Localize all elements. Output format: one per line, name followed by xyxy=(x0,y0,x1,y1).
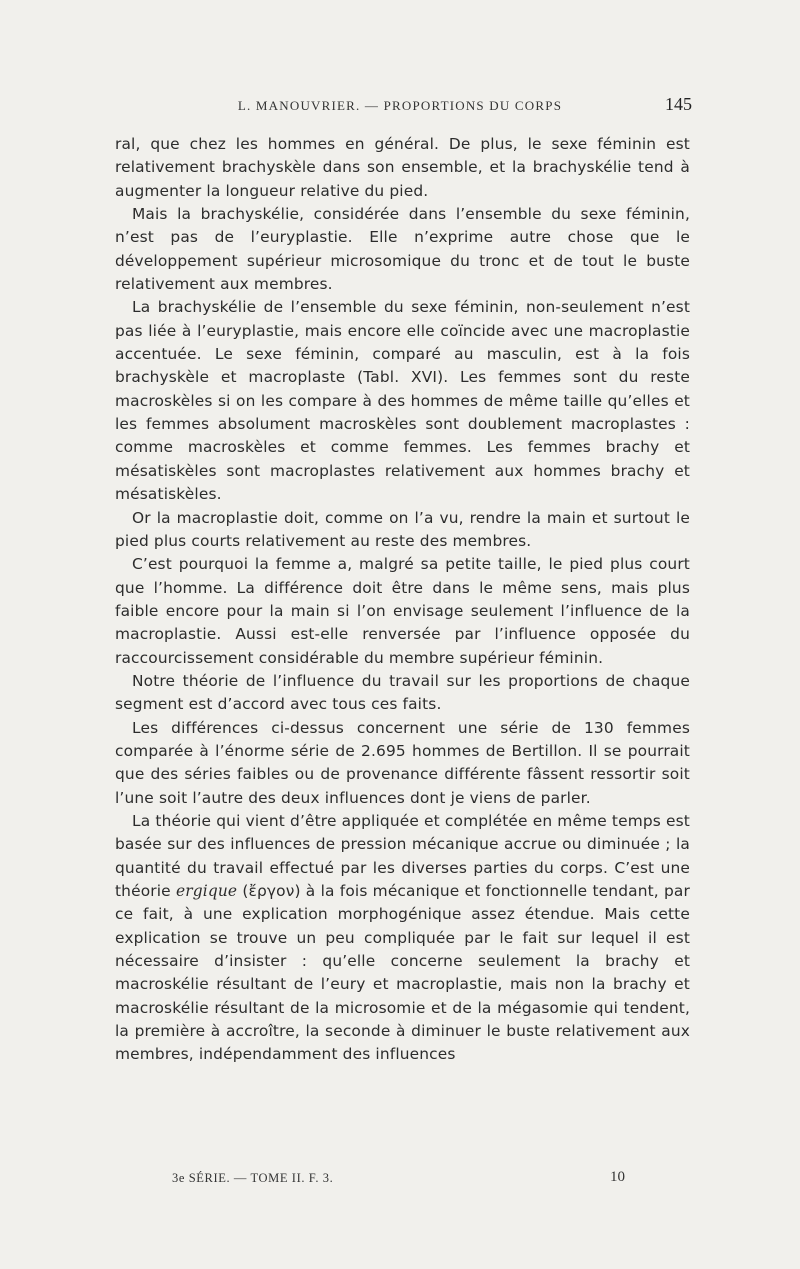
paragraph: La brachyskélie de l’ensemble du sexe féminin, non-seulement n’est pas liée à l’euryplastie, mais encore elle coïncide avec une macroplastie accentuée. Le sexe féminin, comparé au masculin, est à la fois brachyskèle et macroplaste (Tabl. XVI). Les femmes sont du reste macroskèles si on les compare à des hommes de même taille qu’elles et les femmes absolument macroskèles sont doublement macroplastes : comme macroskèles et comme femmes. Les femmes brachy et mésatiskèles sont macroplastes relativement aux hommes brachy et mésatiskèles. xyxy=(115,298,690,504)
paragraph: Notre théorie de l’influence du travail sur les proportions de chaque segment est d’accord avec tous ces faits. xyxy=(115,671,690,714)
paragraph: Mais la brachyskélie, considérée dans l’ensemble du sexe féminin, n’est pas de l’euryplastie. Elle n’exprime autre chose que le développement supérieur microsomique du tronc et de tout le buste relativement aux membres. xyxy=(115,205,690,294)
page-footer xyxy=(0,1171,800,1195)
paragraph: Or la macroplastie doit, comme on l’a vu, rendre la main et surtout le pied plus courts relativement au reste des membres. xyxy=(115,508,690,550)
body-text xyxy=(115,133,690,1067)
running-title: L. MANOUVRIER. — PROPORTIONS DU CORPS xyxy=(237,98,563,113)
paragraph-last xyxy=(115,810,690,1067)
italic-term: ergique xyxy=(175,882,238,900)
paragraph-text: (ἔργον) à la fois mécanique et fonctionnelle tendant, par ce fait, à une explication morphogénique assez étendue. Mais cette explication se trouve un peu compliquée par le fait sur lequel il est nécessaire d’insister : qu’elle concerne seulement la brachy et macroskélie résultant de l’eury et macroplastie, mais non la brachy et macroskélie résultant de la microsomie et de la mégasomie qui tendent, la première à accroître, la seconde à diminuer le buste relativement aux membres, indépendamment des influences xyxy=(115,882,690,1064)
paragraph: C’est pourquoi la femme a, malgré sa petite taille, le pied plus court que l’homme. La différence doit être dans le même sens, mais plus faible encore pour la main si l’on envisage seulement l’influence de la macroplastie. Aussi est-elle renversée par l’influence opposée du raccourcissement considérable du membre supérieur féminin. xyxy=(115,555,690,667)
paragraph: Les différences ci-dessus concernent une série de 130 femmes comparée à l’énorme série de 2.695 hommes de Bertillon. Il se pourrait que des séries faibles ou de provenance différente fâssent ressortir soit l’une soit l’autre des deux influences dont je viens de parler. xyxy=(115,718,690,807)
paragraph-text: La théorie qui vient d’être appliquée et complétée en même temps est basée sur des influences de pression mécanique accrue ou diminuée ; la quantité du travail effectué par les diverses parties du corps. xyxy=(115,811,690,877)
paragraph: ral, que chez les hommes en général. De plus, le sexe féminin est relativement brachyskèle dans son ensemble, et la brachyskélie tend à augmenter la longueur relative du pied. xyxy=(115,135,690,200)
signature-number: 10 xyxy=(610,1169,625,1185)
page-number: 145 xyxy=(665,94,692,114)
paragraph-text: C’est une théorie xyxy=(115,858,690,900)
printer-signature: 3e SÉRIE. — TOME II. F. 3. xyxy=(172,1171,334,1185)
running-head xyxy=(0,92,800,122)
